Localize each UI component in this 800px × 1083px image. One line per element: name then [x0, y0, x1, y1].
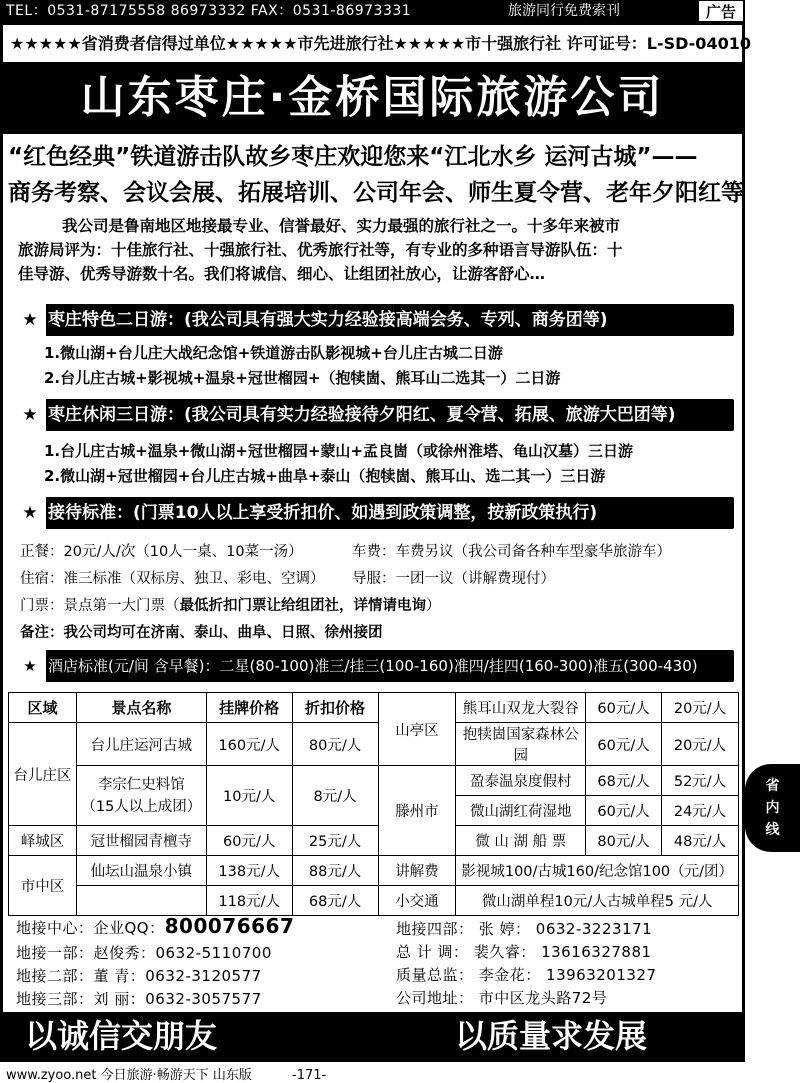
two-day-title: 枣庄特色二日游：(我公司具有强大实力经验接高端会务、专列、商务团等)	[48, 310, 608, 330]
region-tengzhou: 滕州市	[378, 766, 456, 856]
tab-char: 省	[765, 778, 780, 794]
three-day-title: 枣庄休闲三日游：(我公司具有实力经验接待夕阳红、夏令营、拓展、旅游大巴团等)	[48, 405, 676, 425]
intro-line: 我公司是鲁南地区地接最专业、信誉最好、实力最强的旅行社之一。十多年来被市	[62, 217, 621, 235]
meal-info: 正餐：20元/人/次（10人一桌、10菜一汤）	[20, 544, 303, 560]
explain-fee-value: 影视城100/古城160/纪念馆100（元/团）	[456, 856, 739, 886]
spot-name: 李宗仁史料馆 （15人以上成团）	[76, 766, 206, 826]
header-region: 区域	[9, 693, 77, 723]
lodging-info: 住宿：准三标准（双标房、独卫、彩电、空调）	[20, 571, 325, 587]
dept-3-contact: 地接三部：刘 丽：0632-3057577	[16, 990, 262, 1008]
free-index-note: 旅游同行免费索刊	[508, 3, 620, 19]
phone-fax: TEL：0531-87175558 86973332 FAX：0531-86973331	[6, 3, 412, 19]
table-row	[9, 886, 739, 916]
discount-price: 48元/人	[662, 826, 739, 856]
table-row	[9, 826, 739, 856]
company-address: 公司地址： 市中区龙头路72号	[396, 989, 608, 1007]
hotel-standard-bar	[14, 650, 734, 682]
list-price: 138元/人	[206, 856, 292, 886]
intro-line: 旅游局评为：十佳旅行社、十强旅行社、优秀旅行社等，有专业的多种语言导游队伍：十	[18, 241, 623, 259]
region-yicheng: 峄城区	[9, 826, 77, 856]
spot-name: 盈泰温泉度假村	[456, 766, 586, 796]
honors-line: ★★★★★省消费者信得过单位★★★★★市先进旅行社★★★★★市十强旅行社 许可证号：L-SD-04010	[10, 34, 751, 53]
header-spot: 景点名称	[76, 693, 206, 723]
region-shanting: 山亭区	[378, 693, 456, 766]
spot-name: 微 山 湖 船 票	[456, 826, 586, 856]
two-day-route-1: 1.微山湖+台儿庄大战纪念馆+铁道游击队影视城+台儿庄古城二日游	[44, 344, 503, 362]
dept-4-contact: 地接四部： 张 婷： 0632-3223171	[396, 920, 653, 938]
discount-price: 52元/人	[662, 766, 739, 796]
slogan-line-1: “红色经典”铁道游击队故乡枣庄欢迎您来“江北水乡 运河古城”——	[8, 144, 698, 170]
list-price: 60元/人	[586, 723, 662, 766]
region-shizhong: 市中区	[9, 856, 77, 916]
header-bar	[0, 0, 745, 22]
three-day-route-2: 2.微山湖+冠世榴园+台儿庄古城+曲阜+泰山（抱犊崮、熊耳山、选二其一）三日游	[44, 467, 606, 485]
tab-char: 线	[765, 822, 780, 838]
spot-name: 抱犊崮国家森林公园	[456, 723, 586, 766]
discount-price: 25元/人	[292, 826, 378, 856]
spot-name: 微山湖红荷湿地	[456, 796, 586, 826]
page-number: -171-	[292, 1068, 327, 1083]
header-list-price: 挂牌价格	[206, 693, 292, 723]
star-icon: ★	[14, 497, 46, 529]
list-price: 68元/人	[586, 766, 662, 796]
table-row	[9, 723, 739, 766]
list-price: 60元/人	[586, 796, 662, 826]
discount-price: 8元/人	[292, 766, 378, 826]
discount-price: 20元/人	[662, 723, 739, 766]
slogan-line-2: 商务考察、会议会展、拓展培训、公司年会、师生夏令营、老年夕阳红等	[8, 180, 744, 206]
dept-2-contact: 地接二部：董 青：0632-3120577	[16, 967, 262, 985]
province-route-tab[interactable]	[745, 764, 800, 852]
discount-price: 24元/人	[662, 796, 739, 826]
three-day-route-1: 1.台儿庄古城+温泉+微山湖+冠世榴园+蒙山+孟良崮（或徐州淮塔、龟山汉墓）三日游	[44, 442, 633, 460]
intro-line: 佳导游、优秀导游数十名。我们将诚信、细心、让组团社放心，让游客舒心…	[18, 265, 546, 283]
spot-name: 台儿庄运河古城	[76, 723, 206, 766]
company-title: 山东枣庄·金桥国际旅游公司	[3, 62, 742, 134]
star-icon: ★	[14, 399, 46, 431]
hotel-standard-text: 酒店标准(元/间 含早餐)：二星(80-100)准三/挂三(100-160)准四/挂四(160-300)准五(300-430)	[48, 657, 698, 675]
local-traffic-label: 小交通	[378, 886, 456, 916]
list-price: 60元/人	[206, 826, 292, 856]
header-discount-price: 折扣价格	[292, 693, 378, 723]
price-table	[8, 692, 739, 916]
quality-contact: 质量总监： 李金花： 13963201327	[396, 966, 657, 984]
ad-tag: 广告	[698, 0, 744, 22]
list-price: 118元/人	[206, 886, 292, 916]
center-qq: 800076667	[164, 914, 295, 938]
list-price: 60元/人	[586, 693, 662, 723]
ticket-discount-note: 最低折扣门票让给组团社，详情请电询	[179, 598, 426, 614]
slogan-left: 以诚信交朋友	[25, 1017, 218, 1055]
local-traffic-value: 微山湖单程10元/人古城单程5 元/人	[456, 886, 739, 916]
table-row	[9, 856, 739, 886]
spot-name	[76, 886, 206, 916]
spot-name: 冠世榴园青檀寺	[76, 826, 206, 856]
dept-1-contact: 地接一部：赵俊秀：0632-5110700	[16, 944, 272, 962]
region-taierzhuang: 台儿庄区	[9, 723, 77, 826]
spot-name: 仙坛山温泉小镇	[76, 856, 206, 886]
ticket-prefix: 门票：景点第一大门票（	[20, 598, 180, 614]
star-icon: ★	[14, 304, 46, 336]
center-label: 地接中心：企业QQ：	[16, 919, 165, 937]
footer-slogan-bar	[3, 1012, 742, 1060]
table-row	[9, 693, 739, 723]
spot-name: 熊耳山双龙大裂谷	[456, 693, 586, 723]
ticket-info	[20, 594, 441, 615]
intro-paragraph	[18, 214, 738, 286]
vehicle-info: 车费：车费另议（我公司备各种车型豪华旅游车）	[352, 544, 671, 560]
note-info: 备注：我公司均可在济南、泰山、曲阜、日照、徐州接团	[20, 625, 383, 641]
two-day-route-2: 2.台儿庄古城+影视城+温泉+冠世榴园+（抱犊崮、熊耳山二选其一）二日游	[44, 369, 561, 387]
manager-contact: 总 计 调： 裴久睿： 13616327881	[396, 943, 652, 961]
three-day-tour-bar	[14, 399, 734, 431]
discount-price: 20元/人	[662, 693, 739, 723]
tab-char: 内	[765, 800, 780, 816]
standard-title: 接待标准：(门票10人以上享受折扣价、如遇到政策调整，按新政策执行)	[48, 503, 598, 523]
publication-line	[6, 1064, 326, 1083]
reception-standard-bar	[14, 497, 734, 529]
list-price: 160元/人	[206, 723, 292, 766]
publication-info: www.zyoo.net 今日旅游·畅游天下 山东版	[6, 1068, 252, 1083]
guide-info: 导服：一团一议（讲解费现付）	[352, 571, 555, 587]
ticket-suffix: ）	[426, 598, 441, 614]
table-row	[9, 766, 739, 796]
star-icon: ★	[14, 650, 46, 682]
slogan-right: 以质量求发展	[455, 1017, 648, 1055]
list-price: 10元/人	[206, 766, 292, 826]
two-day-tour-bar	[14, 304, 734, 336]
explain-fee-label: 讲解费	[378, 856, 456, 886]
discount-price: 68元/人	[292, 886, 378, 916]
discount-price: 80元/人	[292, 723, 378, 766]
discount-price: 88元/人	[292, 856, 378, 886]
reception-center	[16, 914, 294, 938]
list-price: 80元/人	[586, 826, 662, 856]
